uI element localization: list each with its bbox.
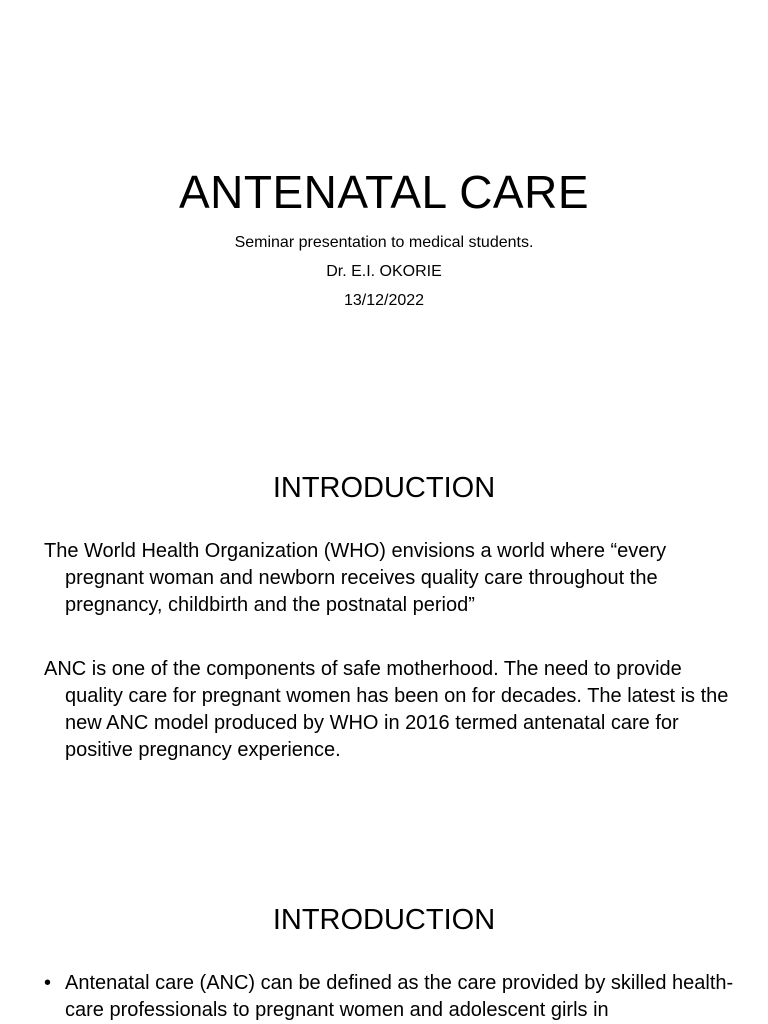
introduction-slide bbox=[0, 430, 768, 862]
bullet-icon: • bbox=[44, 972, 52, 994]
paragraph-who-vision: The World Health Organization (WHO) envisions a world where “every pregnant woman and newborn receives quality care throughout the pregnancy, childbirth and the postnatal period” bbox=[44, 540, 667, 616]
presentation-date: 13/12/2022 bbox=[343, 292, 425, 309]
slide-heading: INTRODUCTION bbox=[272, 472, 496, 504]
slide-heading: INTRODUCTION bbox=[272, 904, 496, 936]
title-slide bbox=[0, 0, 768, 430]
presentation-title: ANTENATAL CARE bbox=[179, 166, 589, 218]
presenter-name: Dr. E.I. OKORIE bbox=[326, 263, 442, 280]
subtitle-block bbox=[0, 228, 768, 315]
bullet-list bbox=[44, 970, 734, 1024]
subtitle-description: Seminar presentation to medical students. bbox=[234, 234, 534, 251]
introduction-slide-2 bbox=[0, 862, 768, 1024]
list-item bbox=[44, 970, 734, 1024]
paragraph-anc-model: ANC is one of the components of safe motherhood. The need to provide quality care for pregnant women has been on for decades. The latest is the new ANC model produced by WHO in 2016 termed antenatal care for positive pregnancy experience. bbox=[44, 658, 729, 761]
bullet-text: Antenatal care (ANC) can be defined as the care provided by skilled health-care professionals to pregnant women and adolescent girls in bbox=[65, 972, 734, 1021]
